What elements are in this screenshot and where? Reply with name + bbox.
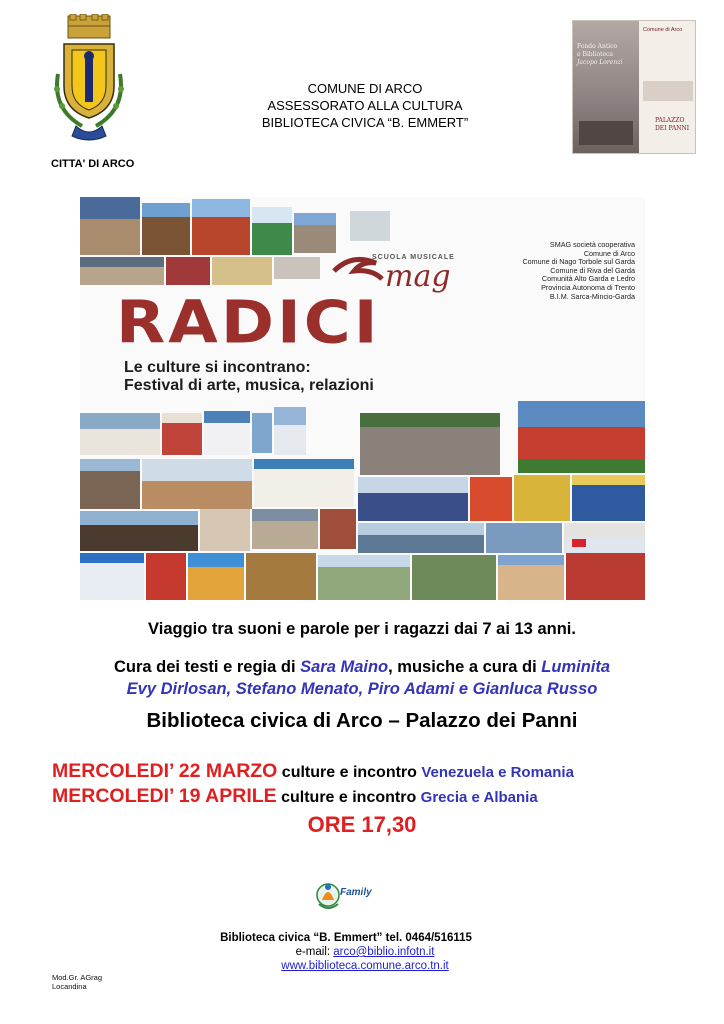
footer-phone-line: Biblioteca civica “B. Emmert” tel. 0464/516115 (220, 932, 472, 944)
house-photo (204, 411, 250, 455)
event-countries: Venezuela e Romania (421, 764, 574, 781)
house-photo (146, 553, 186, 600)
house-photo (498, 555, 564, 600)
house-photo (80, 553, 144, 600)
book-cover-image (572, 20, 696, 154)
partner-item: Comune di Nago Torbole sul Garda (522, 257, 635, 267)
house-photo (192, 199, 250, 255)
musician-name: Luminita (541, 658, 611, 676)
house-photo (80, 257, 164, 285)
house-photo (200, 509, 250, 551)
house-photo (142, 459, 252, 509)
credits-line-2: Evy Dirlosan, Stefano Menato, Piro Adami e Gianluca Russo (126, 680, 598, 698)
event-date: MERCOLEDI’ 19 APRILE (52, 785, 277, 807)
house-photo (572, 475, 645, 521)
house-photo (566, 537, 645, 600)
coat-of-arms-logo (48, 14, 130, 144)
event-row (52, 760, 574, 783)
email-link[interactable]: arco@biblio.infotn.it (333, 946, 435, 958)
organization-line-2: ASSESSORATO ALLA CULTURA (267, 98, 463, 113)
house-photo (188, 553, 244, 600)
house-photo (320, 509, 356, 549)
house-photo (80, 413, 160, 455)
house-photo (294, 213, 336, 253)
house-photo (470, 477, 512, 521)
house-photo (252, 413, 272, 453)
partner-item: SMAG società cooperativa (549, 240, 635, 249)
footer-email-line: e-mail: arco@biblio.infotn.it (295, 946, 435, 958)
organization-header (200, 80, 530, 131)
cover-title: Fondo Antico e Biblioteca Jacopo Lorenzi (577, 43, 623, 66)
director-name: Sara Maino (300, 658, 389, 676)
house-photo (358, 523, 484, 553)
partners-list (522, 241, 635, 301)
partner-item: B.I.M. Sarca-Mincio-Garda (549, 291, 635, 301)
credits (0, 656, 724, 700)
banner-title: RADICI (116, 289, 381, 358)
house-photo (254, 459, 354, 507)
house-photo (274, 407, 306, 455)
house-photo (486, 523, 562, 553)
house-photo (142, 203, 190, 255)
partner-item: Provincia Autonoma di Trento (541, 282, 635, 292)
partner-item: Comune di Riva del Garda (550, 265, 635, 275)
house-photo (412, 555, 496, 600)
house-photo (80, 511, 198, 551)
partner-item: Comunità Alto Garda e Ledro (541, 274, 635, 284)
organization-line-1: COMUNE DI ARCO (307, 81, 423, 96)
house-photo (518, 401, 645, 473)
event-row (52, 785, 538, 808)
house-photo (318, 555, 410, 600)
footer-contacts (0, 931, 724, 973)
event-description: culture e incontro (276, 789, 421, 806)
banner-subtitle: Le culture si incontrano: Festival di arte, musica, relazioni (124, 359, 374, 394)
smag-school-label: SCUOLA MUSICALE (372, 254, 455, 261)
house-photo (212, 257, 272, 285)
website-link[interactable]: www.biblioteca.comune.arco.tn.it (281, 960, 449, 972)
cover-building-title: PALAZZO DEI PANNI (655, 117, 690, 132)
partner-item: Comune di Arco (583, 248, 635, 258)
family-logo (316, 878, 374, 914)
event-time: ORE 17,30 (307, 812, 417, 837)
house-photo (252, 509, 318, 549)
house-photo (246, 553, 316, 600)
tagline: Viaggio tra suoni e parole per i ragazzi dai 7 ai 13 anni. (148, 620, 576, 638)
house-photo (360, 413, 500, 475)
footer-website-line (3, 959, 724, 973)
house-photo (166, 257, 210, 285)
radici-festival-banner (80, 197, 645, 600)
smag-logo-text: mag (385, 259, 451, 294)
event-date: MERCOLEDI’ 22 MARZO (52, 760, 278, 782)
house-photo (162, 413, 202, 455)
family-logo-text: Family (340, 887, 372, 898)
house-photo (274, 257, 320, 279)
organization-line-3: BIBLIOTECA CIVICA “B. EMMERT” (261, 115, 469, 130)
credits-line-1: Cura dei testi e regia di Sara Maino, musiche a cura di Luminita (113, 658, 611, 676)
venue-title: Biblioteca civica di Arco – Palazzo dei Panni (146, 709, 578, 732)
event-countries: Grecia e Albania (420, 789, 538, 806)
house-photo (80, 459, 140, 509)
house-photo (358, 477, 468, 521)
house-photo (350, 211, 390, 241)
house-photo (514, 475, 570, 521)
house-photo (252, 207, 292, 255)
event-description: culture e incontro (277, 764, 422, 781)
document-code: Mod.Gr. AGrag Locandina (52, 973, 103, 991)
house-photo (80, 197, 140, 255)
city-label: CITTA' DI ARCO (51, 158, 135, 170)
cover-publisher: Comune di Arco (643, 27, 683, 33)
